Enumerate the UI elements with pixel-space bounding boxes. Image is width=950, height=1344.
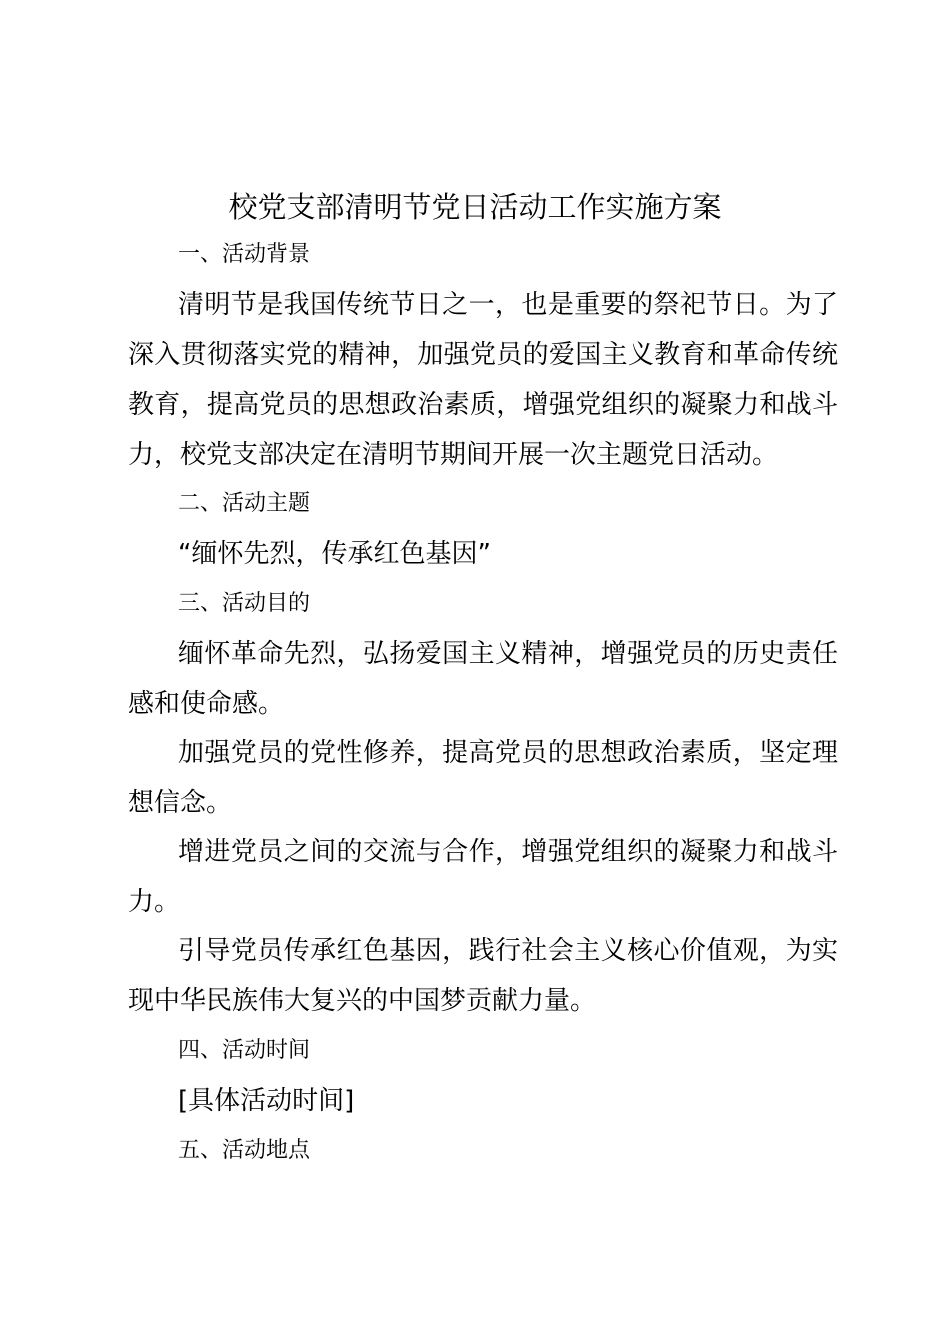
paragraph-purpose-3: 增进党员之间的交流与合作，增强党组织的凝聚力和战斗力。 xyxy=(128,837,838,917)
paragraph-theme: “缅怀先烈，传承红色基因” xyxy=(178,539,491,569)
paragraph-time: [具体活动时间] xyxy=(178,1086,355,1116)
section-heading-background: 一、活动背景 xyxy=(178,242,311,267)
document-title: 校党支部清明节党日活动工作实施方案 xyxy=(228,190,722,224)
paragraph-purpose-1: 缅怀革命先烈，弘扬爱国主义精神，增强党员的历史责任感和使命感。 xyxy=(128,639,838,719)
section-heading-purpose: 三、活动目的 xyxy=(178,591,311,616)
paragraph-background: 清明节是我国传统节日之一，也是重要的祭祀节日。为了深入贯彻落实党的精神，加强党员的爱国主义教育和革命传统教育，提高党员的思想政治素质，增强党组织的凝聚力和战斗力，校党支部决定在清明节期间开展一次主题党日活动。 xyxy=(128,290,838,470)
section-heading-theme: 二、活动主题 xyxy=(178,491,311,516)
section-heading-location: 五、活动地点 xyxy=(178,1138,311,1163)
paragraph-purpose-4: 引导党员传承红色基因，践行社会主义核心价值观，为实现中华民族伟大复兴的中国梦贡献力量。 xyxy=(128,936,838,1016)
paragraph-purpose-2: 加强党员的党性修养，提高党员的思想政治素质，坚定理想信念。 xyxy=(128,738,838,818)
section-heading-time: 四、活动时间 xyxy=(178,1038,311,1063)
